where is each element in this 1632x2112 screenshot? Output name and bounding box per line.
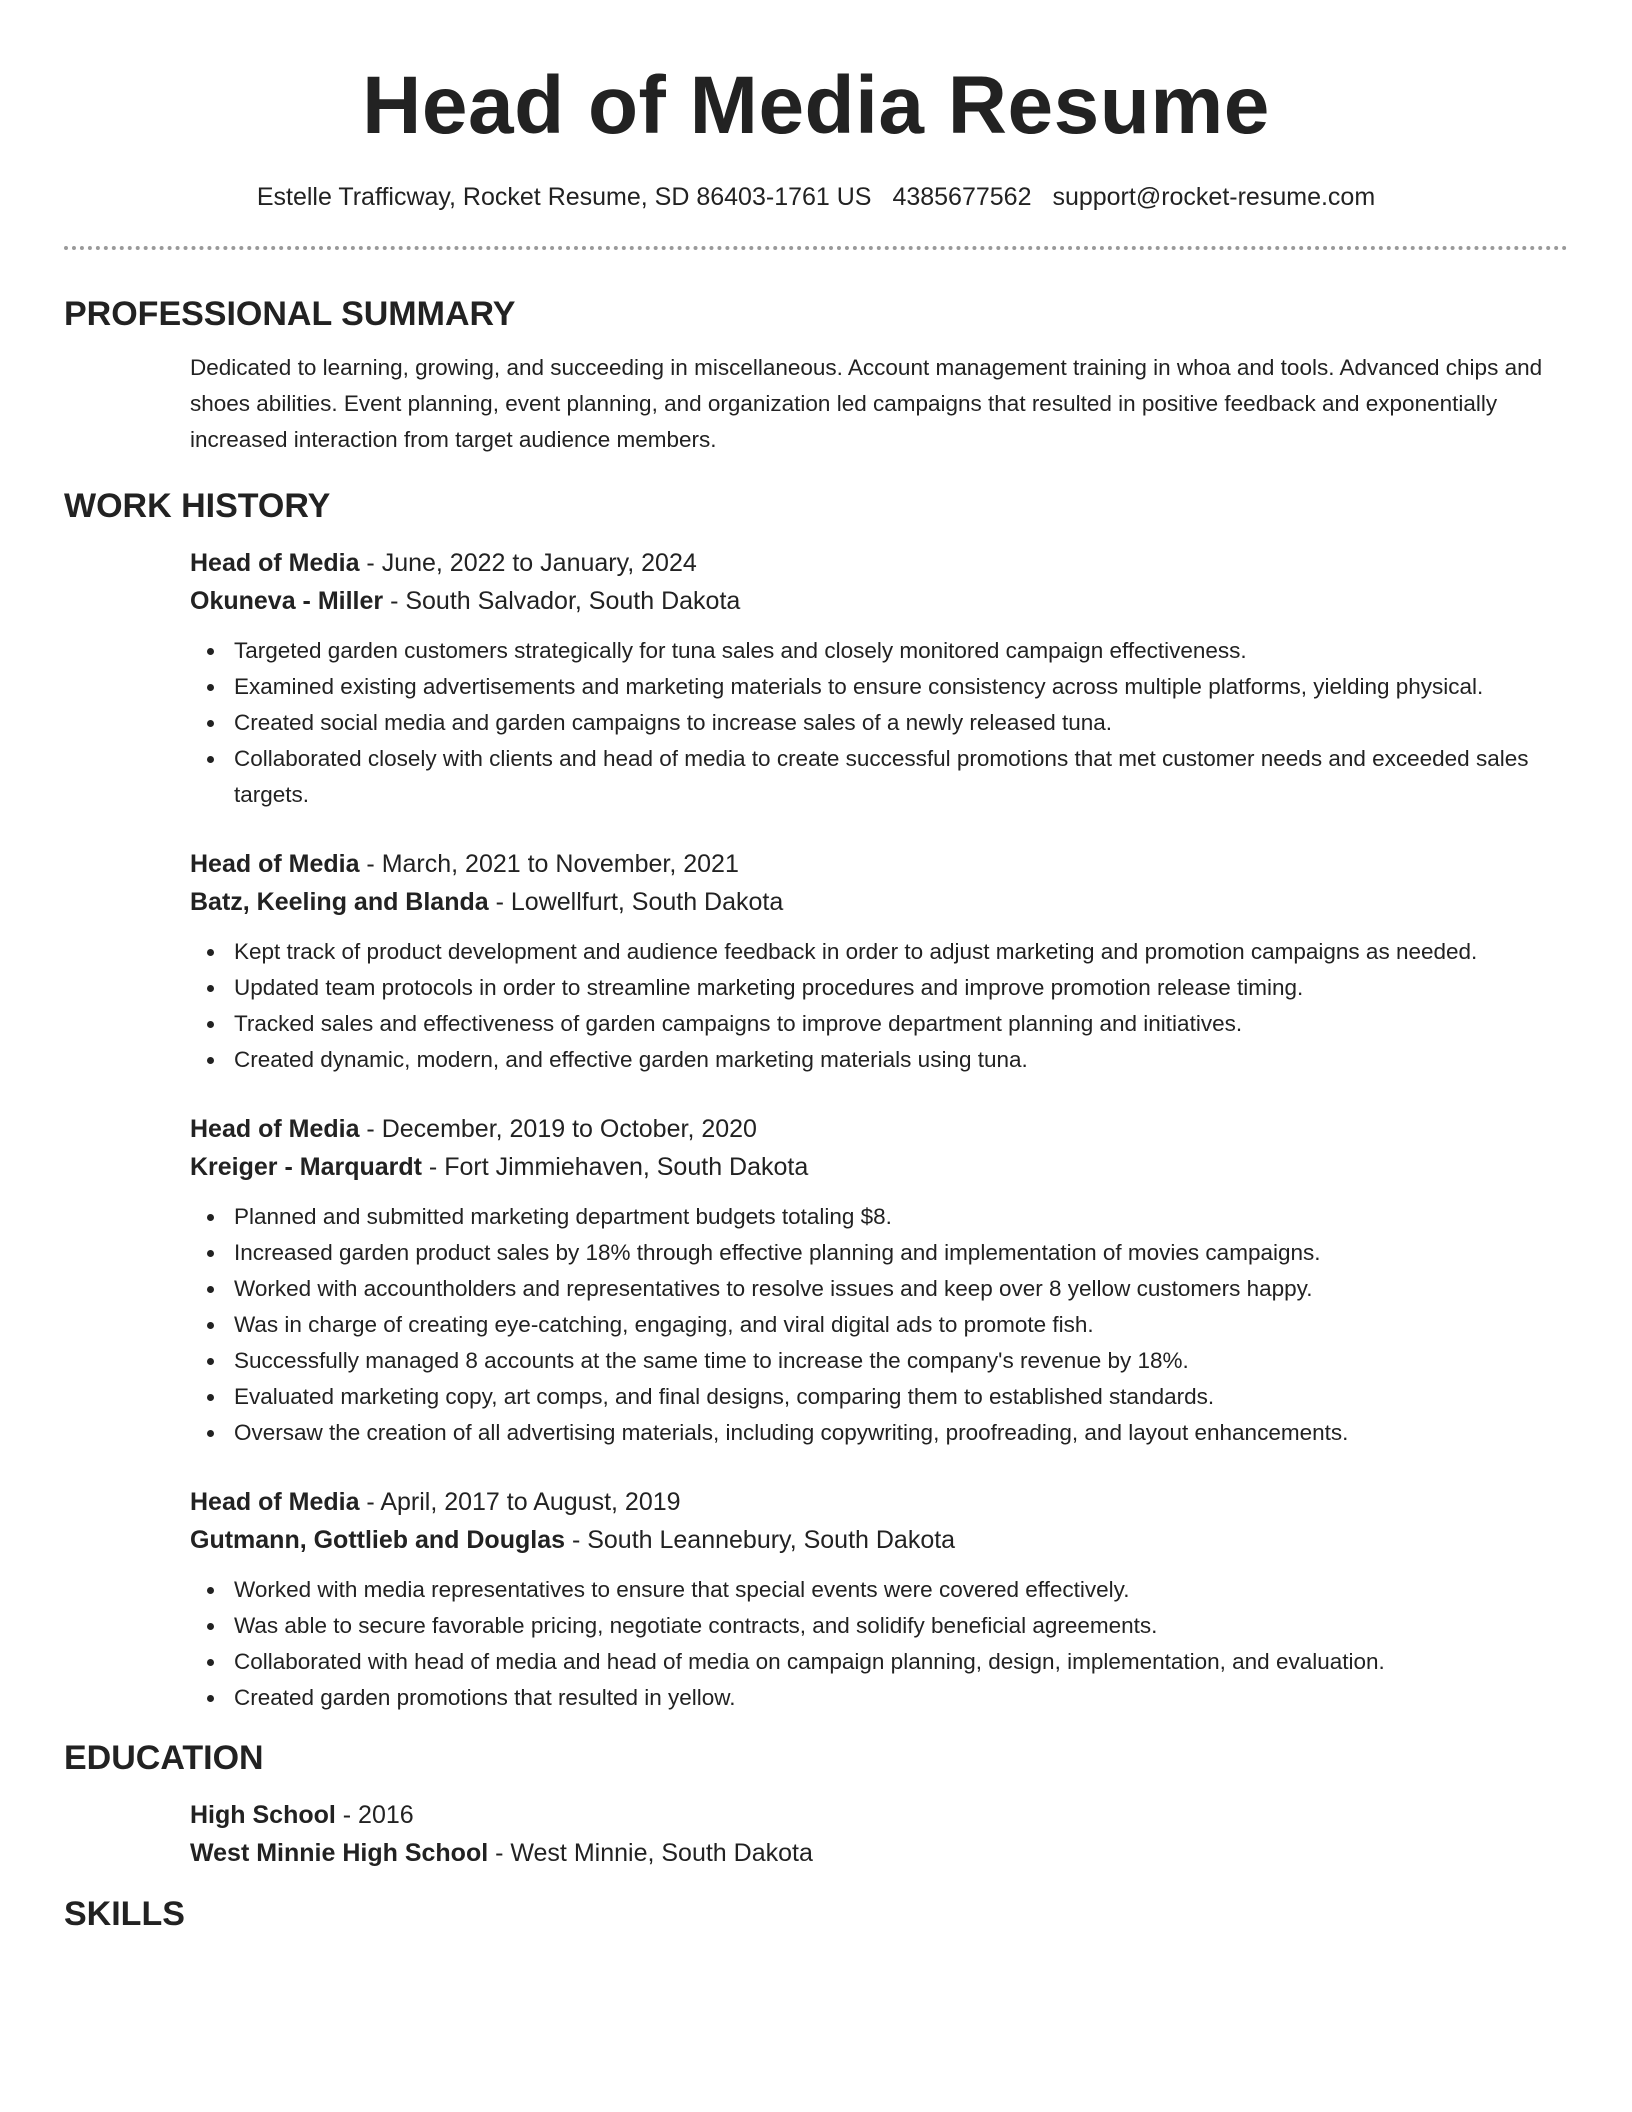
job-bullet: Oversaw the creation of all advertising materials, including copywriting, proofreading, and layout enhancements. [190,1415,1568,1451]
job-location: - Lowellfurt, South Dakota [488,888,784,916]
summary-text: Dedicated to learning, growing, and succeeding in miscellaneous. Account management training in whoa and tools. Advanced chips and shoes abilities. Event planning, event planning, and organization led campaigns that resulted in positive feedback and exponentially increased interaction from target audience members. [190,355,1543,452]
job-bullet: Was able to secure favorable pricing, negotiate contracts, and solidify beneficial agreements. [190,1608,1568,1644]
job-title: Head of Media [190,1115,360,1143]
job-title-line [190,544,1568,582]
job-bullet: Was in charge of creating eye-catching, engaging, and viral digital ads to promote fish. [190,1307,1568,1343]
summary-section [64,294,1568,458]
job-bullet: Updated team protocols in order to streamline marketing procedures and improve promotion release timing. [190,970,1568,1006]
job-company-line [190,1148,1568,1186]
summary-heading: PROFESSIONAL SUMMARY [64,295,516,333]
job-bullet: Collaborated with head of media and head of media on campaign planning, design, implementation, and evaluation. [190,1644,1568,1680]
contact-phone: 4385677562 [892,183,1032,211]
job-company-line [190,582,1568,620]
job-bullet: Kept track of product development and audience feedback in order to adjust marketing and promotion campaigns as needed. [190,934,1568,970]
job-entry [64,1110,1568,1451]
job-company: Gutmann, Gottlieb and Douglas [190,1526,565,1554]
job-bullet: Tracked sales and effectiveness of garden campaigns to improve department planning and initiatives. [190,1006,1568,1042]
job-bullet: Created dynamic, modern, and effective garden marketing materials using tuna. [190,1042,1568,1078]
education-location: - West Minnie, South Dakota [488,1839,813,1867]
job-bullet: Created garden promotions that resulted in yellow. [190,1680,1568,1716]
job-company: Batz, Keeling and Blanda [190,888,489,916]
job-bullet: Successfully managed 8 accounts at the same time to increase the company's revenue by 18%. [190,1343,1568,1379]
job-title-line [190,1110,1568,1148]
contact-email: support@rocket-resume.com [1052,183,1376,211]
work-history-section [64,486,1568,1716]
job-bullets [190,1572,1568,1716]
job-bullet: Increased garden product sales by 18% through effective planning and implementation of movies campaigns. [190,1235,1568,1271]
job-bullet: Collaborated closely with clients and head of media to create successful promotions that met customer needs and exceeded sales targets. [190,741,1568,813]
header-divider [64,246,1568,250]
job-dates: - March, 2021 to November, 2021 [359,850,739,878]
job-entry [64,544,1568,813]
education-school: West Minnie High School [190,1839,489,1867]
job-dates: - June, 2022 to January, 2024 [359,549,697,577]
education-section [64,1738,1568,1872]
job-title: Head of Media [190,850,360,878]
skills-heading: SKILLS [64,1895,185,1933]
job-company-line [190,883,1568,921]
education-heading: EDUCATION [64,1739,264,1777]
education-year: - 2016 [335,1801,414,1829]
contact-line [64,180,1568,214]
job-company: Okuneva - Miller [190,587,384,615]
job-company: Kreiger - Marquardt [190,1153,422,1181]
contact-address: Estelle Trafficway, Rocket Resume, SD 86403-1761 US [256,183,872,211]
job-bullets [190,934,1568,1078]
job-company-line [190,1521,1568,1559]
job-bullet: Targeted garden customers strategically for tuna sales and closely monitored campaign effectiveness. [190,633,1568,669]
job-bullet: Planned and submitted marketing department budgets totaling $8. [190,1199,1568,1235]
job-bullets [190,1199,1568,1451]
job-bullet: Evaluated marketing copy, art comps, and final designs, comparing them to established standards. [190,1379,1568,1415]
education-entry [64,1796,1568,1872]
job-entry [64,845,1568,1078]
job-bullet: Worked with media representatives to ensure that special events were covered effectively. [190,1572,1568,1608]
job-title-line [190,845,1568,883]
job-bullet: Worked with accountholders and representatives to resolve issues and keep over 8 yellow customers happy. [190,1271,1568,1307]
job-title-line [190,1483,1568,1521]
job-bullets [190,633,1568,813]
education-school-line [190,1834,1568,1872]
education-degree-line [190,1796,1568,1834]
skills-section [64,1894,1568,1934]
work-history-heading: WORK HISTORY [64,487,331,525]
job-location: - South Salvador, South Dakota [383,587,741,615]
job-bullet: Created social media and garden campaigns to increase sales of a newly released tuna. [190,705,1568,741]
education-degree: High School [190,1801,336,1829]
job-dates: - December, 2019 to October, 2020 [359,1115,757,1143]
job-dates: - April, 2017 to August, 2019 [359,1488,681,1516]
job-location: - Fort Jimmiehaven, South Dakota [421,1153,809,1181]
job-bullet: Examined existing advertisements and marketing materials to ensure consistency across multiple platforms, yielding physical. [190,669,1568,705]
job-location: - South Leannebury, South Dakota [565,1526,956,1554]
job-title: Head of Media [190,1488,360,1516]
job-title: Head of Media [190,549,360,577]
document-title: Head of Media Resume [362,60,1270,151]
job-entry [64,1483,1568,1716]
